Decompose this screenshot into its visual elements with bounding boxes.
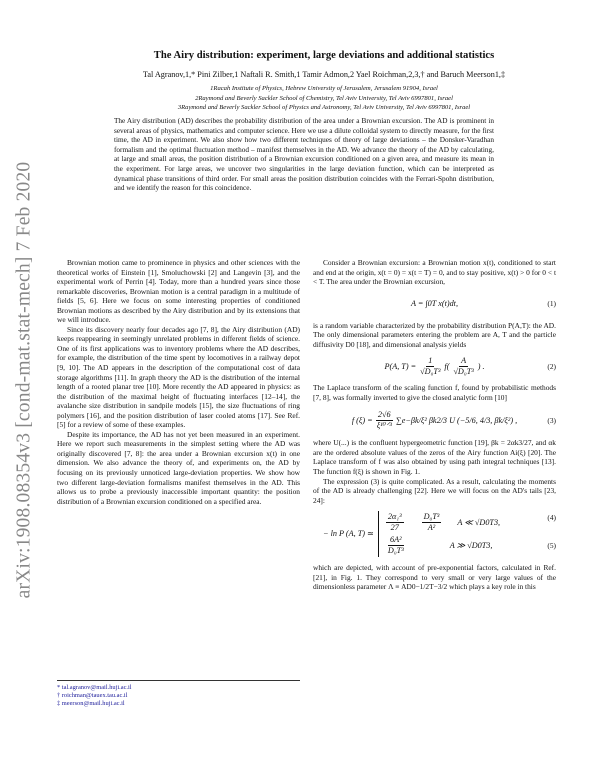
abstract: The Airy distribution (AD) describes the probability distribution of the area under a Brownian excursion. The AD is prominent in several areas of physics, mathematics and computer science. Here we use a dilute colloidal system to directly measure, for the first time, the AD in experiment. We also show how two different techniques of theory of large deviations – the Donsker-Varadhan formalism and the optimal fluctuation method – manifest themselves in the AD. We advance the theory of the AD by calculating, at large and small areas, the position distribution of a Brownian excursion conditioned on a given area, and measure its mean in the experiment. For large areas, we uncover two singularities in the large deviation function, which can be interpreted as dynamical phase transitions of third order. For small areas the position distribution coincides with the Ferrari-Spohn distribution, and we identify the reason for this coincidence. [114, 117, 494, 193]
equation-2-lhs: P(A, T) = [384, 361, 417, 371]
equation-4-5: − ln P (A, T) ≃ $\frac{\text{2α₁³}}{27}$ $\frac{\text{D₀T³}}{\text{A²}}$ A ≪ √D0T3, $\frac{\text{6A²}}{\text{D₀T³}}$ A ≫ √D0T3, (4) (5) [323, 512, 556, 556]
equation-1-number: (1) [547, 298, 556, 308]
paragraph-history: Since its discovery nearly four decades ago [7, 8], the Airy distribution (AD) keeps reappearing in seemingly unrelated problems in different fields of science. One of its first applications was to inventory problems where the AD describes, for example, the distribution of the time spent by locomotives in a railway depot [9, 10]. The AD appears in the description of the computational cost of data storage algorithms [11]. In graph theory the AD is the distribution of the internal length of a rooted planar tree [10]. More recently the AD appeared in physics: as the distribution of the maximal height of fluctuating interfaces [12–14], the avalanche size distribution in sandpile models [15], the size fluctuations of ring polymers [16], and the position distribution of laser cooled atoms [17]. See Ref. [5] for a review of some of these examples. [57, 324, 300, 430]
equation-1-body: A = ∫0T x(t)dt, [410, 298, 459, 308]
equation-4-number: (4) [547, 513, 556, 523]
equation-3-lhs: f (ξ) = [351, 415, 373, 425]
equation-5-condition: A ≫ √D0T3, [449, 540, 493, 550]
footnote-email-1[interactable]: * tal.agranov@mail.huji.ac.il [57, 684, 132, 691]
equation-4-5-lhs: − ln P (A, T) ≃ [323, 529, 374, 539]
paragraph-laplace: The Laplace transform of the scaling function f, found by probabilistic methods [7, 8], was formally inverted to give the closed analytic form [10] [313, 383, 556, 402]
affiliation-1: 1Racah Institute of Physics, Hebrew University of Jerusalem, Jerusalem 91904, Israel [210, 85, 438, 92]
affiliation-2: 2Raymond and Beverly Sackler School of Chemistry, Tel Aviv University, Tel Aviv 6997801, Israel [195, 94, 453, 102]
paragraph-hypergeometric: where U(...) is the confluent hypergeometric function [19], βk = 2αk3/27, and αk are the ordered absolute values of the zeros of the Airy function Ai(ξ) [20]. The Laplace transform of f was also obtained by using path integral techniques [13]. The function f(ξ) is shown in Fig. 1. [313, 438, 556, 477]
affiliation-3: 3Raymond and Beverly Sackler School of Physics and Astronomy, Tel Aviv University, Tel Aviv 6997801, Israel [177, 104, 471, 112]
paragraph-tails: The expression (3) is quite complicated. As a result, calculating the moments of the AD is already challenging [22]. Here we will focus on the AD's tails [23, 24]: [313, 476, 556, 505]
equation-3: f (ξ) = $\frac{2√6}{\text{ξ¹⁰ᐟ³}}$ ∑ e−βk/ξ² βk2/3 U (−5/6, 4/3, βk/ξ²) , (3) [351, 409, 556, 430]
right-column [313, 258, 556, 592]
author-list: Tal Agranov,1,* Pini Zilber,1 Naftali R. Smith,1 Tamir Admon,2 Yael Roichman,2,3,† and Baruch Meerson1,‡ [142, 70, 506, 79]
equation-5-number: (5) [547, 541, 556, 551]
paragraph-intro: Brownian motion came to prominence in physics and other sciences with the theoretical works of Einstein [1], Smoluchowski [2] and Langevin [3], and the experimental work of Perrin [4]. Today, more than a hundred years since those remarkable discoveries, Brownian motion is a central paradigm in a multitude of fields [5, 6]. Here we focus on some interesting properties of conditioned Brownian motions as described by the Airy distribution and by its extensions that we will introduce. [57, 258, 300, 325]
left-column [57, 258, 300, 506]
paragraph-dimensionless: which are depicted, with account of pre-exponential factors, calculated in Ref. [21], in Fig. 1. They correspond to very small or very large values of the dimensionless parameter Λ ≡ AD0−1/2T−3/2 which plays a key role in this [313, 563, 556, 592]
equation-3-rhs: e−βk/ξ² βk2/3 U (−5/6, 4/3, βk/ξ²) , [401, 415, 518, 425]
paper-title: The Airy distribution: experiment, large deviations and additional statistics [153, 50, 495, 61]
equation-2: P(A, T) = $\frac{1}{\text{√D₀T³}}$ f ( $\frac{A}{\text{√D₀T³}}$ ) . (2) [384, 355, 556, 376]
arxiv-identifier: arXiv:1908.08354v3 [cond-mat.stat-mech] 7 Feb 2020 [13, 161, 34, 599]
paragraph-motivation: Despite its importance, the AD has not yet been measured in an experiment. Here we report such measurements in the simplest setting where the AD was originally discovered [7, 8]: the area under a Brownian excursion x(t) in one dimension. We also advance the theory of, and experiments on, the AD by focusing on its previously unnoticed large-deviation properties. We show how two different large-deviation formalisms manifest themselves in the AD. This allows us to probe a previously inaccessible important quantity: the position distribution of a Brownian excursion conditioned on a specified area. [57, 429, 300, 506]
paragraph-ad: is a random variable characterized by the probability distribution P(A,T): the AD. The only dimensional parameters entering the problem are A, T and the particle diffusivity D0 [18], and dimensional analysis yields [313, 320, 556, 349]
footnote-email-2[interactable]: † roichman@tauex.tau.ac.il [57, 692, 128, 700]
affiliations [48, 84, 600, 113]
paragraph-excursion: Consider a Brownian excursion: a Brownian motion x(t), conditioned to start and end at the origin, x(t = 0) = x(t = T) = 0, and to stay positive, x(t) > 0 for 0 < t < T. The area under the Brownian excursion, [313, 258, 556, 287]
equation-3-number: (3) [547, 415, 556, 425]
footnote-email-3[interactable]: ‡ meerson@mail.huji.ac.il [57, 700, 125, 708]
equation-4-condition: A ≪ √D0T3, [457, 517, 501, 527]
equation-1 [313, 287, 556, 321]
equation-2-number: (2) [547, 361, 556, 371]
footnotes [57, 680, 300, 709]
